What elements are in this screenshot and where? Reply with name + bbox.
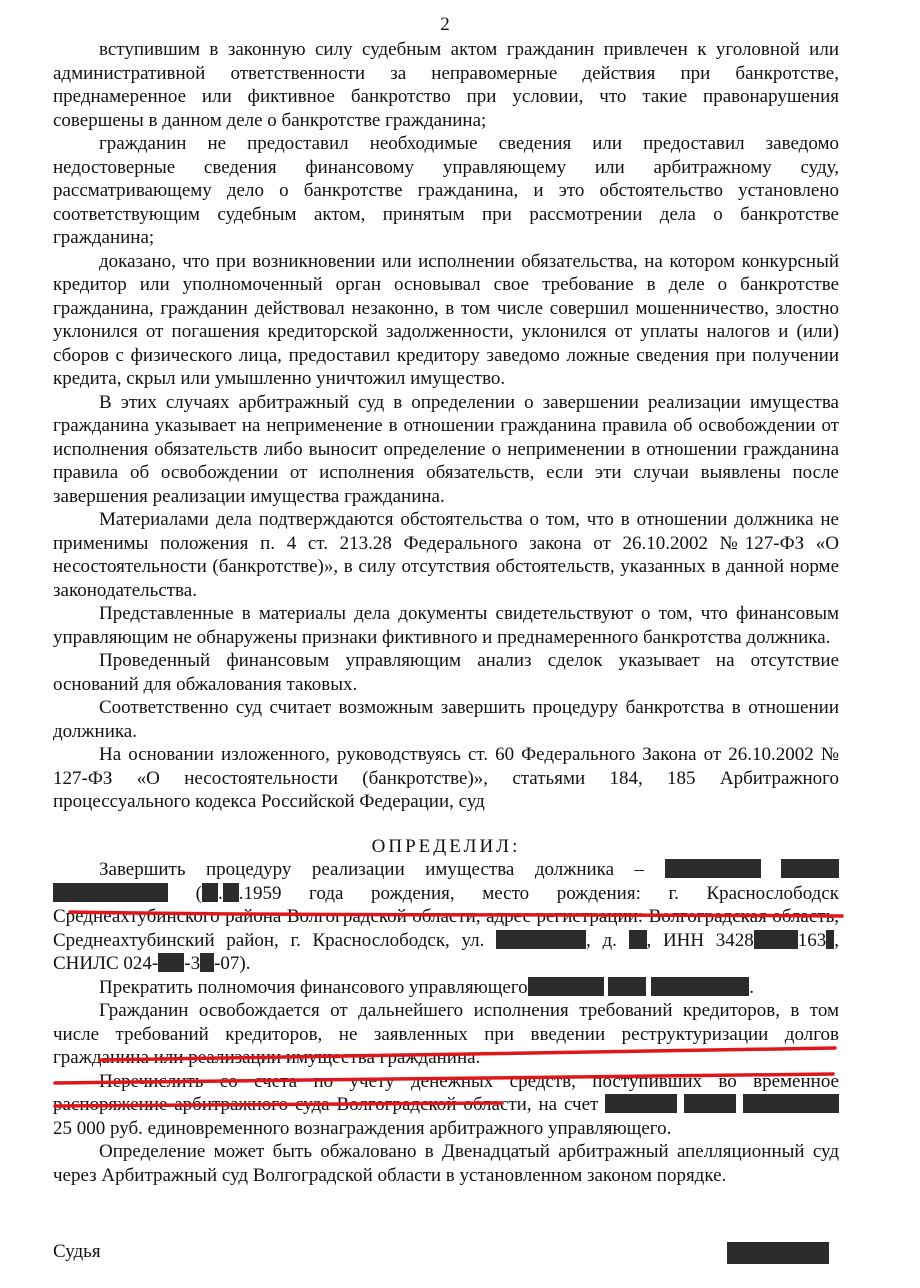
paragraph: гражданин не предоставил необходимые сведения или предоставил заведомо недостоверные сведения финансовому управляющему или арбитражному суду, рассматривающему дело о банкротстве гражданина, и это обстоятельство установлено соответствующим судебным актом, принятым при рассмотрении дела о банкротстве гражданина;	[53, 133, 839, 248]
paragraph: Проведенный финансовым управляющим анализ сделок указывает на отсутствие оснований для обжалования таковых.	[53, 650, 839, 695]
redaction-block	[202, 883, 218, 902]
signature-label: Судья	[53, 1241, 101, 1262]
ruling-text: Перечислить со счета по учету денежных средств, поступивших во временное распоряжение арбитражного суда Волгоградской области, на счет	[53, 1070, 839, 1115]
redaction-block	[496, 930, 586, 949]
redaction-block	[754, 930, 798, 949]
ruling-text: 163	[797, 929, 827, 951]
redaction-block	[743, 1094, 839, 1113]
ruling-paragraph-complete: Завершить процедуру реализации имущества должника – ( . .1959 года рождения, место рождения: г. Краснослободск Среднеахтубинского района Волгоградской области, адрес регистрации: Волгоградская область, Среднеахтубинский район, г. Краснослободск, ул. , д. , ИНН 3428 163 , СНИЛС 024- -3 -07).	[53, 859, 840, 974]
ruling-paragraph-appeal: Определение может быть обжаловано в Двенадцатый арбитражный апелляционный суд через Арбитражный суд Волгоградской области в установленном законом порядке.	[53, 1141, 839, 1186]
ruling-text: Завершить процедуру реализации имущества должника –	[99, 859, 645, 880]
ruling-text: -07).	[214, 953, 251, 974]
redaction-block	[665, 859, 761, 878]
redaction-block	[608, 977, 646, 996]
ruling-text: , д.	[586, 929, 617, 951]
redaction-block	[223, 883, 239, 902]
ruling-paragraph-release: Гражданин освобождается от дальнейшего исполнения требований кредиторов, в том числе требований кредиторов, не заявленных при введении реструктуризации долгов гражданина или реализации имущества гражданина.	[53, 1000, 839, 1068]
redaction-block	[53, 883, 168, 902]
ruling-text: , ИНН 3428	[646, 929, 754, 951]
redaction-block	[781, 859, 839, 878]
ruling-text: , СНИЛС 024-	[53, 929, 840, 974]
ruling-paragraph-transfer	[53, 1070, 839, 1141]
ruling-paragraph-terminate	[53, 976, 839, 1000]
paragraph: доказано, что при возникновении или исполнении обязательства, на котором конкурсный кредитор или уполномоченный орган основывал свое требование в деле о банкротстве гражданина, гражданин действовал незаконно, в том числе совершил мошенничество, злостно уклонился от погашения кредиторской задолженности, уклонился от уплаты налогов и (или) сборов с физического лица, предоставил кредитору заведомо ложные сведения при получении кредита, скрыл или умышленно уничтожил имущество.	[53, 250, 839, 389]
paragraph: Материалами дела подтверждаются обстоятельства о том, что в отношении должника не применимы положения п. 4 ст. 213.28 Федерального закона от 26.10.2002 №127-ФЗ «О несостоятельности (банкротстве)», в силу отсутствия обстоятельств, указанных в данной норме законодательства.	[53, 509, 839, 601]
redaction-block	[651, 977, 749, 996]
paragraph: вступившим в законную силу судебным актом гражданин привлечен к уголовной или административной ответственности за неправомерные действия при банкротстве, преднамеренное или фиктивное банкротство при условии, что такие правонарушения совершены в данном деле о банкротстве гражданина;	[53, 39, 839, 131]
redaction-block	[605, 1094, 677, 1113]
ruling-text: .1959 года рождения, место рождения: г. Краснослободск Среднеахтубинского района Волгоградской области, адрес регистрации: Волгоградская область, Среднеахтубинский район, г. Краснослободск, ул.	[53, 882, 840, 951]
ruling-text: (	[195, 882, 202, 904]
document-body	[53, 38, 839, 1187]
paragraph: На основании изложенного, руководствуясь ст. 60 Федерального Закона от 26.10.2002 № 127-ФЗ «О несостоятельности (банкротстве)», статьями 184, 185 Арбитражного процессуального кодекса Российской Федерации, суд	[53, 744, 839, 812]
ruling-text: Прекратить полномочия финансового управляющего	[99, 976, 528, 998]
redaction-block	[200, 953, 214, 972]
page-number: 2	[440, 14, 450, 35]
ruling-heading: ОПРЕДЕЛИЛ:	[371, 835, 521, 857]
redaction-block	[684, 1094, 736, 1113]
paragraph: Соответственно суд считает возможным завершить процедуру банкротства в отношении должника.	[53, 697, 839, 742]
ruling-text: .	[749, 976, 754, 998]
ruling-text: -3	[184, 953, 201, 974]
ruling-text: 25 000 руб. единовременного вознаграждения арбитражного управляющего.	[53, 1117, 672, 1139]
redaction-block	[629, 930, 647, 949]
redaction-block	[727, 1242, 829, 1264]
redaction-block	[528, 977, 604, 996]
paragraph: Представленные в материалы дела документы свидетельствуют о том, что финансовым управляющим не обнаружены признаки фиктивного и преднамеренного банкротства должника.	[53, 603, 839, 648]
paragraph: В этих случаях арбитражный суд в определении о завершении реализации имущества гражданина указывает на неприменение в отношении гражданина правила об освобождении от исполнения обязательств либо выносит определение о неприменении в отношении гражданина правила об освобождении от исполнения обязательств, если эти случаи выявлены после завершения реализации имущества гражданина.	[53, 391, 839, 507]
redaction-block	[158, 953, 184, 972]
